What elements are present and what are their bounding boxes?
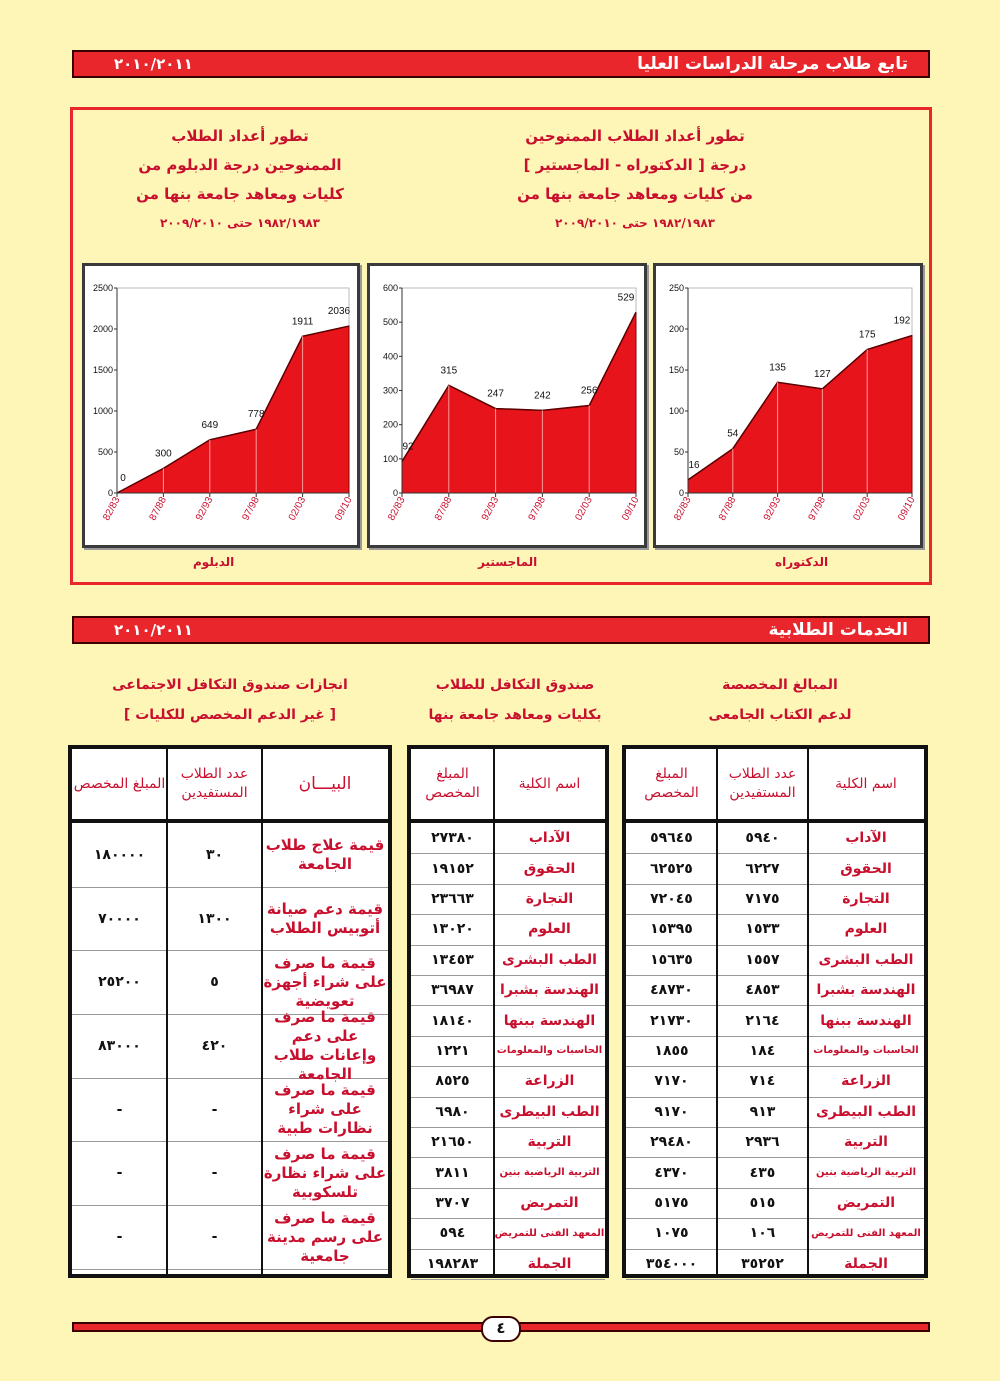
table-cell: - — [116, 1165, 123, 1182]
table-cell: الجملة — [844, 1255, 888, 1272]
x-tick-label: 09/10 — [333, 495, 355, 523]
table-row — [626, 1157, 924, 1188]
table-cell: قيمة ما صرف على شراء أجهزة تعويضية — [263, 953, 387, 1010]
table-cell: ١٩١٥٢ — [431, 860, 474, 877]
chart-masters — [367, 263, 647, 548]
heading-diploma — [85, 122, 395, 238]
table-row — [626, 853, 924, 884]
y-tick-label: 250 — [668, 283, 684, 293]
table-cell: الطب البشرى — [818, 951, 914, 968]
table-row — [626, 914, 924, 945]
table-cell: التمريض — [836, 1194, 896, 1211]
table-cell: ٥١٥ — [749, 1194, 776, 1211]
table-cell: ٢٧٣٨٠ — [431, 830, 474, 847]
table-cell: ٤٣٧٠ — [654, 1164, 689, 1181]
x-tick-label: 09/10 — [896, 495, 918, 523]
data-label: 242 — [534, 390, 551, 402]
table-cell: ١٣٠٢٠ — [431, 921, 474, 938]
banner-title: تابع طلاب مرحلة الدراسات العليا — [637, 54, 908, 74]
column-divider — [807, 749, 809, 1274]
heading-line: المبالغ المخصصة — [722, 677, 838, 693]
table-cell: ٦٢٥٢٥ — [650, 860, 693, 877]
table-cell: قيمة علاج طلاب الجامعة — [265, 835, 385, 873]
table-row — [72, 1142, 388, 1207]
x-tick-label: 82/83 — [386, 495, 408, 523]
table-cell: التربية الرياضية بنين — [499, 1167, 600, 1179]
table-cell: ٣٦٩٨٧ — [431, 982, 474, 999]
table-row — [72, 950, 388, 1015]
table-cell: قيمة ما صرف على رسم مدينة جامعية — [267, 1208, 383, 1265]
table-cell: ٤٨٥٣ — [745, 982, 780, 999]
y-tick-label: 500 — [382, 317, 398, 328]
table-cell: قيمة ما صرف على دعم وإعانات طلاب الجامعة — [273, 1007, 377, 1083]
table-row — [626, 1127, 924, 1158]
table-cell: - — [116, 1101, 123, 1118]
heading-line: كليات ومعاهد جامعة بنها من — [136, 185, 344, 203]
column-divider — [261, 749, 263, 1274]
table-row — [411, 1157, 605, 1188]
table-cell: الحقوق — [523, 860, 576, 877]
header-amount: المبلغ المخصص — [73, 775, 166, 792]
table-row — [72, 1078, 388, 1143]
table-row — [72, 887, 388, 952]
x-tick-label: 87/88 — [716, 495, 739, 523]
heading-line: ١٩٨٢/١٩٨٣ حتى ٢٠٠٩/٢٠١٠ — [159, 216, 320, 230]
table-row — [411, 1097, 605, 1128]
heading-line: درجة [ الدكتوراه - الماجستير ] — [523, 156, 747, 174]
header-college: اسم الكلية — [835, 775, 897, 792]
table-row — [72, 1205, 388, 1270]
table-cell: ٦٩٨٠ — [435, 1103, 470, 1120]
y-tick-label: 2000 — [92, 324, 113, 334]
table-row — [411, 1005, 605, 1036]
heading-doctorate-masters — [455, 122, 815, 238]
banner-year: ٢٠١٠/٢٠١١ — [114, 621, 193, 639]
table-header — [72, 749, 388, 823]
table-cell: ٣٥٤٠٠٠ — [645, 1255, 698, 1272]
x-tick-label: 97/98 — [240, 495, 262, 523]
heading-line: صندوق التكافل للطلاب — [435, 677, 595, 693]
table-cell: ٣٠ — [205, 846, 224, 863]
table-row — [626, 884, 924, 915]
heading-line: بكليات ومعاهد جامعة بنها — [428, 707, 602, 723]
table-cell: الطب البيطرى — [815, 1103, 917, 1120]
header-amount: المبلغ المخصص — [644, 766, 699, 801]
table-cell: ٥ — [210, 974, 219, 991]
table-cell: التربية — [527, 1134, 572, 1151]
table-header — [626, 749, 924, 823]
table-cell: ٣٧٠٧ — [435, 1194, 470, 1211]
page-number: ٤ — [481, 1316, 521, 1342]
data-label: 16 — [688, 459, 700, 471]
heading-line: لدعم الكتاب الجامعى — [708, 707, 852, 723]
x-tick-label: 02/03 — [286, 495, 309, 523]
data-label: 92 — [402, 441, 414, 453]
data-label: 778 — [247, 409, 265, 421]
heading-fund — [385, 670, 645, 730]
chart-label-diploma: الدبلوم — [193, 555, 235, 569]
x-tick-label: 82/83 — [672, 495, 694, 523]
y-tick-label: 300 — [382, 385, 398, 396]
heading-line: الممنوحين درجة الدبلوم من — [138, 156, 342, 174]
table-row — [626, 1188, 924, 1219]
table-row — [626, 1097, 924, 1128]
table-cell: ٩١٧٠ — [654, 1103, 689, 1120]
table-cell: الهندسة بشبرا — [816, 982, 916, 999]
y-tick-label: 600 — [382, 283, 398, 293]
heading-line: ١٩٨٢/١٩٨٣ حتى ٢٠٠٩/٢٠١٠ — [554, 216, 715, 230]
table-cell: ٢١٧٣٠ — [650, 1012, 693, 1029]
table-cell: ٢٩٣٦ — [745, 1134, 780, 1151]
table-cell: ٤٣٥ — [749, 1164, 776, 1181]
table-row — [626, 823, 924, 854]
table-cell: ٥٩٤ — [439, 1225, 466, 1242]
y-tick-label: 100 — [382, 453, 398, 464]
table-cell: - — [211, 1229, 218, 1246]
chart-doctorate — [653, 263, 923, 548]
table-row — [626, 975, 924, 1006]
x-tick-label: 87/88 — [432, 495, 455, 523]
table-cell: ٧١٤ — [749, 1073, 776, 1090]
table-cell: ٧١٧٥ — [745, 890, 780, 907]
table-cell: ٢١٦٤ — [745, 1012, 780, 1029]
data-label: 135 — [769, 362, 786, 374]
table-cell: ٥٩٦٤٥ — [650, 830, 693, 847]
table-fund-achievements — [68, 745, 392, 1278]
table-cell: ١٥٥٧ — [745, 951, 780, 968]
table-cell: ٢١٦٥٠ — [431, 1134, 474, 1151]
y-tick-label: 0 — [107, 488, 113, 498]
column-divider — [166, 749, 168, 1274]
heading-line: [ غير الدعم المخصص للكليات ] — [123, 707, 337, 723]
table-cell: ٢٥٢٠٠ — [98, 974, 141, 991]
heading-line: انجازات صندوق التكافل الاجتماعى — [112, 677, 348, 693]
table-cell: التجارة — [525, 890, 574, 907]
table-cell: الهندسة بشبرا — [500, 982, 599, 999]
table-cell: العلوم — [844, 921, 888, 938]
table-cell: التربية الرياضية بنين — [816, 1167, 916, 1179]
table-cell: ١٨٤ — [749, 1042, 776, 1059]
y-tick-label: 0 — [678, 488, 684, 498]
table-cell: ١٩٨٢٨٣ — [426, 1255, 479, 1272]
chart-svg — [656, 266, 920, 545]
table-cell: ١٨٥٥ — [654, 1042, 689, 1059]
table-cell: ١٣٤٥٣ — [431, 951, 474, 968]
table-row — [411, 1218, 605, 1249]
table-cell: ٨٣٠٠٠ — [98, 1037, 141, 1054]
column-divider — [716, 749, 718, 1274]
table-row — [411, 975, 605, 1006]
table-cell: ١٠٧٥ — [654, 1225, 689, 1242]
table-cell: ٣٨١١ — [435, 1164, 470, 1181]
data-label: 127 — [814, 368, 831, 380]
table-row — [626, 1036, 924, 1067]
table-cell: الجملة — [527, 1255, 572, 1272]
table-cell: ١٨١٤٠ — [431, 1012, 474, 1029]
chart-diploma — [82, 263, 360, 548]
table-cell: الهندسة ببنها — [503, 1012, 596, 1029]
chart-label-doctorate: الدكتوراه — [775, 555, 829, 569]
table-cell: ٣٥٢٥٢ — [741, 1255, 784, 1272]
table-cell: ٢٣٦٦٣ — [431, 890, 474, 907]
table-solidarity-fund — [407, 745, 609, 1278]
header-college: اسم الكلية — [518, 775, 581, 792]
x-tick-label: 97/98 — [806, 495, 829, 523]
table-cell: ٧١٧٠ — [654, 1073, 689, 1090]
x-tick-label: 82/83 — [101, 495, 123, 523]
data-label: 247 — [487, 388, 504, 400]
chart-svg — [85, 266, 357, 545]
table-cell: - — [116, 1229, 123, 1246]
table-row — [411, 1036, 605, 1067]
table-header — [411, 749, 605, 823]
table-cell: ٥٩٤٠ — [745, 830, 780, 847]
table-cell: المعهد الفنى للتمريض — [811, 1227, 921, 1239]
table-cell: ١٢٢١ — [435, 1042, 470, 1059]
y-tick-label: 2500 — [92, 283, 113, 293]
table-cell: ٤٨٧٣٠ — [650, 982, 693, 999]
heading-achievements — [75, 670, 385, 730]
table-cell: ٧٠٠٠٠ — [98, 910, 141, 927]
chart-label-masters: الماجستير — [478, 555, 538, 569]
heading-line: تطور أعداد الطلاب الممنوحين — [525, 127, 745, 145]
x-tick-label: 92/93 — [193, 495, 216, 523]
table-row — [411, 945, 605, 976]
y-tick-label: 1000 — [92, 406, 113, 416]
y-tick-label: 50 — [673, 447, 684, 457]
table-row — [411, 1066, 605, 1097]
table-row — [411, 914, 605, 945]
x-tick-label: 09/10 — [620, 495, 642, 523]
table-cell: الهندسة ببنها — [820, 1012, 912, 1029]
table-cell: قيمة ما صرف على شراء نظارات طبية — [274, 1081, 376, 1138]
table-cell: قيمة ما صرف على شراء نظارة تلسكوبية — [263, 1144, 387, 1201]
column-divider — [493, 749, 495, 1274]
table-cell: الزراعة — [524, 1073, 575, 1090]
header-description: البيـــان — [298, 773, 352, 794]
table-cell: الحقوق — [840, 860, 892, 877]
table-cell: العلوم — [528, 921, 571, 938]
table-row — [411, 1249, 605, 1280]
y-tick-label: 0 — [392, 488, 398, 498]
table-row — [411, 1127, 605, 1158]
table-cell: ١٣٠٠ — [197, 910, 232, 927]
table-row — [626, 1218, 924, 1249]
data-label: 54 — [727, 428, 739, 440]
data-label: 649 — [201, 419, 219, 431]
table-cell: ٦٢٢٧ — [745, 860, 780, 877]
table-cell: - — [211, 1165, 218, 1182]
table-cell: الطب البشرى — [502, 951, 597, 968]
header-students: عدد الطلاب المستفيدين — [728, 766, 797, 801]
data-label: 529 — [617, 292, 635, 304]
table-cell: ١٠٦ — [749, 1225, 776, 1242]
chart-svg — [370, 266, 644, 545]
table-row — [72, 823, 388, 888]
y-tick-label: 1500 — [92, 365, 113, 375]
table-row — [411, 853, 605, 884]
table-row — [411, 1188, 605, 1219]
table-row — [626, 1066, 924, 1097]
table-cell: الآداب — [845, 830, 887, 847]
y-tick-label: 100 — [668, 406, 684, 416]
table-row — [626, 945, 924, 976]
heading-books — [640, 670, 920, 730]
table-row — [411, 823, 605, 854]
table-cell: قيمة دعم صيانة أتوبيس الطلاب — [266, 899, 384, 937]
section-banner-postgrad — [72, 50, 930, 78]
table-cell: ١٨٠٠٠٠ — [93, 846, 146, 863]
y-tick-label: 400 — [382, 351, 398, 362]
table-cell: التجارة — [842, 890, 890, 907]
table-cell: ٤٢٠ — [201, 1037, 228, 1054]
table-cell: الزراعة — [841, 1073, 891, 1090]
table-cell: ٧٢٠٤٥ — [650, 890, 693, 907]
table-cell: ١٥٦٣٥ — [650, 951, 693, 968]
table-cell: المعهد الفنى للتمريض — [494, 1227, 605, 1239]
table-book-support — [622, 745, 928, 1278]
data-label: 175 — [858, 329, 876, 341]
data-label: 1911 — [291, 316, 314, 328]
data-label: 192 — [893, 315, 911, 327]
banner-title: الخدمات الطلابية — [768, 620, 908, 640]
table-cell: الحاسبات والمعلومات — [813, 1045, 919, 1057]
data-label: 315 — [440, 365, 458, 377]
x-tick-label: 87/88 — [147, 495, 170, 523]
data-label: 256 — [580, 385, 598, 397]
table-cell: ٢٩٤٨٠ — [650, 1134, 693, 1151]
table-cell: الحاسبات والمعلومات — [496, 1045, 603, 1057]
table-cell: الآداب — [528, 830, 571, 847]
y-tick-label: 500 — [97, 447, 113, 457]
table-row — [626, 1249, 924, 1280]
table-cell: التمريض — [520, 1194, 579, 1211]
table-cell: ٩١٣ — [749, 1103, 776, 1120]
x-tick-label: 97/98 — [526, 495, 549, 523]
table-row — [626, 1005, 924, 1036]
x-tick-label: 02/03 — [573, 495, 595, 523]
table-row — [411, 884, 605, 915]
table-cell: التربية — [844, 1134, 888, 1151]
table-cell: ٥١٧٥ — [654, 1194, 689, 1211]
data-label: 0 — [120, 473, 126, 484]
x-tick-label: 92/93 — [479, 495, 502, 523]
table-row — [72, 1007, 388, 1083]
header-students: عدد الطلاب المستفيدين — [180, 766, 249, 801]
data-label: 300 — [155, 448, 172, 460]
table-cell: ٨٥٢٥ — [435, 1073, 470, 1090]
table-cell: - — [211, 1101, 218, 1118]
section-banner-services — [72, 616, 930, 644]
header-amount: المبلغ المخصص — [425, 766, 480, 801]
data-label: 2036 — [327, 306, 351, 318]
heading-line: من كليات ومعاهد جامعة بنها من — [517, 185, 753, 203]
heading-line: تطور أعداد الطلاب — [171, 127, 309, 145]
y-tick-label: 200 — [382, 419, 398, 430]
table-cell: ١٥٣٣ — [745, 921, 780, 938]
y-tick-label: 200 — [668, 324, 684, 334]
x-tick-label: 02/03 — [851, 495, 873, 523]
x-tick-label: 92/93 — [761, 495, 784, 523]
table-cell: ١٥٣٩٥ — [650, 921, 693, 938]
table-cell: الطب البيطرى — [499, 1103, 600, 1120]
banner-year: ٢٠١٠/٢٠١١ — [114, 55, 193, 73]
y-tick-label: 150 — [668, 365, 684, 375]
